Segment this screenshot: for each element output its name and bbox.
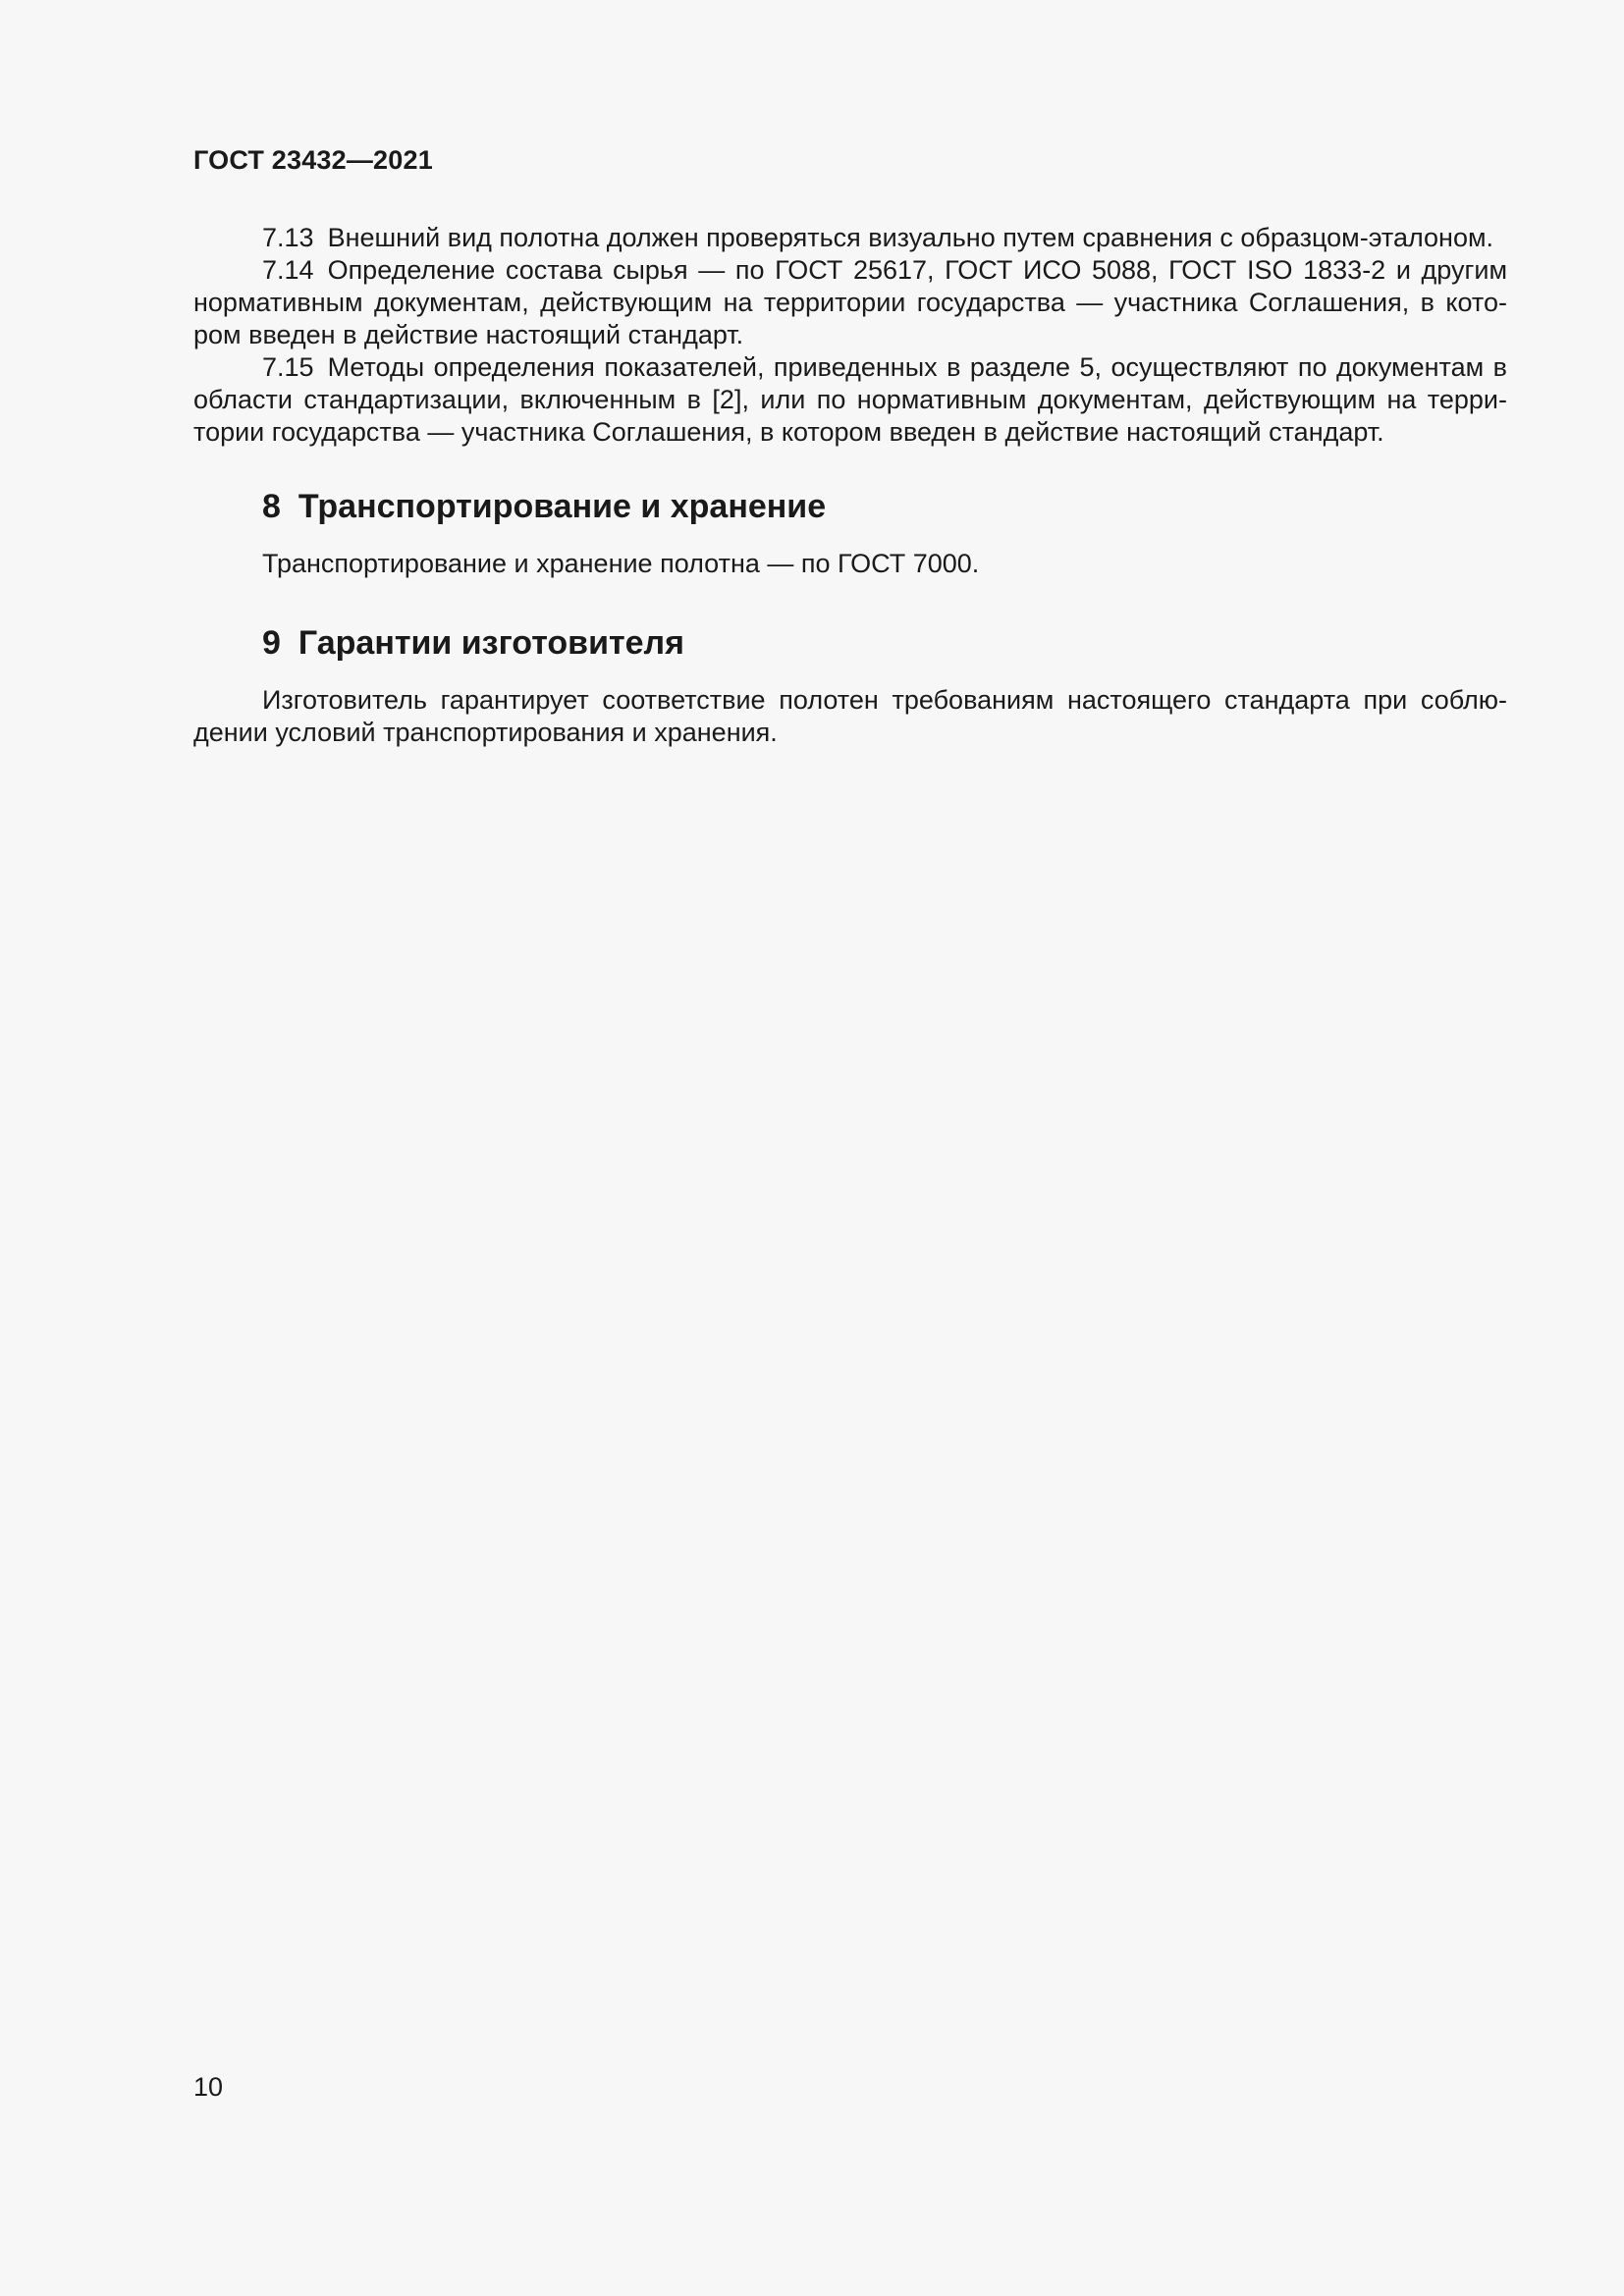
- section-8-text: Транспортирование и хранение полотна — по ГОСТ 7000.: [262, 549, 980, 578]
- section-9-heading: [193, 623, 1507, 663]
- clause-number: 7.13: [262, 223, 314, 252]
- clause-number: 7.15: [262, 352, 314, 382]
- section-title: Гарантии изготовителя: [298, 624, 684, 662]
- clause-7-13: [193, 222, 1507, 254]
- clause-text: Определение состава сырья — по ГОСТ 25617, ГОСТ ИСО 5088, ГОСТ ISO 1833-2 и другим нормативным документам, действующим на территории государства — участника Соглашения, в котором введен в действие настоящий стандарт.: [193, 255, 1507, 349]
- clause-text: Методы определения показателей, приведенных в разделе 5, осуществляют по документам в области стандартизации, включенным в [2], или по нормативным документам, действующим на территории государства — участника Соглашения, в котором введен в действие настоящий стандарт.: [193, 352, 1507, 447]
- clause-7-15: [193, 351, 1507, 449]
- clause-text: Внешний вид полотна должен проверяться визуально путем сравнения с образцом-эталоном.: [327, 223, 1494, 252]
- page-content: [193, 222, 1507, 749]
- document-code-header: ГОСТ 23432—2021: [193, 145, 433, 175]
- clause-7-14: [193, 254, 1507, 351]
- section-8-heading: [193, 487, 1507, 526]
- section-number: 9: [262, 624, 281, 662]
- clause-number: 7.14: [262, 255, 314, 285]
- section-9-text: Изготовитель гарантирует соответствие полотен требованиям настоящего стандарта при соблюдении условий транспортирования и хранения.: [193, 685, 1507, 747]
- page-number: 10: [193, 2072, 224, 2102]
- section-title: Транспортирование и хранение: [298, 488, 827, 525]
- section-number: 8: [262, 488, 281, 525]
